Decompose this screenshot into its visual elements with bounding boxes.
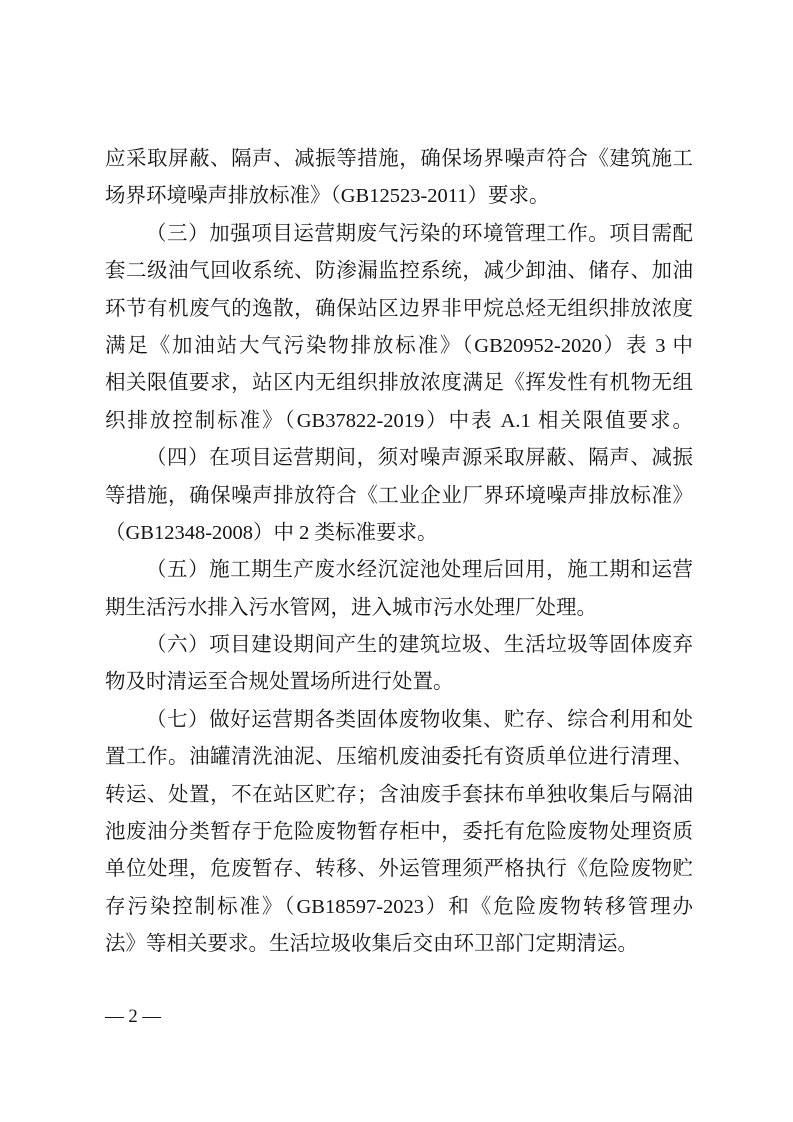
- paragraph-line: 期生活污水排入污水管网，进入城市污水处理厂处理。: [105, 596, 597, 619]
- paragraph-line: （三）加强项目运营期废气污染的环境管理工作。项目需配: [146, 222, 693, 245]
- paragraph-line: 织排放控制标准》（GB37822-2019）中表 A.1 相关限值要求。: [105, 409, 693, 432]
- paragraph-line: 满足《加油站大气污染物排放标准》（GB20952-2020）表 3 中: [105, 334, 693, 357]
- paragraph-line: 应采取屏蔽、隔声、减振等措施，确保场界噪声符合《建筑施工: [105, 148, 693, 170]
- paragraph-item-5: [105, 552, 693, 627]
- paragraph-line: 场界环境噪声排放标准》（GB12523-2011）要求。: [105, 185, 550, 208]
- paragraph-continued: [105, 141, 693, 216]
- paragraph-line: 池废油分类暂存于危险废物暂存柜中，委托有危险废物处理资质: [105, 821, 693, 844]
- paragraph-line: 法》等相关要求。生活垃圾收集后交由环卫部门定期清运。: [105, 933, 638, 956]
- paragraph-line: （五）施工期生产废水经沉淀池处理后回用，施工期和运营: [146, 559, 693, 582]
- paragraph-line: 转运、处置，不在站区贮存；含油废手套抹布单独收集后与隔油: [105, 783, 693, 806]
- paragraph-line: 物及时清运至合规处置场所进行处置。: [105, 671, 454, 694]
- paragraph-item-3: [105, 216, 693, 440]
- paragraph-item-4: [105, 440, 693, 552]
- paragraph-item-6: [105, 627, 693, 702]
- paragraph-line: （七）做好运营期各类固体废物收集、贮存、综合利用和处: [146, 708, 693, 731]
- paragraph-line: 置工作。油罐清洗油泥、压缩机废油委托有资质单位进行清理、: [105, 746, 693, 769]
- paragraph-line: （GB12348-2008）中 2 类标准要求。: [105, 521, 438, 544]
- paragraph-line: （六）项目建设期间产生的建筑垃圾、生活垃圾等固体废弃: [146, 634, 693, 657]
- paragraph-line: 存污染控制标准》（GB18597-2023）和《危险废物转移管理办: [105, 895, 693, 918]
- paragraph-item-7: [105, 702, 693, 964]
- paragraph-line: 套二级油气回收系统、防渗漏监控系统，减少卸油、储存、加油: [105, 260, 693, 283]
- paragraph-line: （四）在项目运营期间，须对噪声源采取屏蔽、隔声、减振: [146, 447, 693, 470]
- paragraph-line: 单位处理，危废暂存、转移、外运管理须严格执行《危险废物贮: [105, 858, 693, 881]
- paragraph-line: 相关限值要求，站区内无组织排放浓度满足《挥发性有机物无组: [105, 372, 693, 395]
- page-number: — 2 —: [105, 1006, 162, 1027]
- body-text: [105, 141, 693, 964]
- paragraph-line: 等措施，确保噪声排放符合《工业企业厂界环境噪声排放标准》: [105, 484, 693, 507]
- paragraph-line: 环节有机废气的逸散，确保站区边界非甲烷总烃无组织排放浓度: [105, 297, 693, 320]
